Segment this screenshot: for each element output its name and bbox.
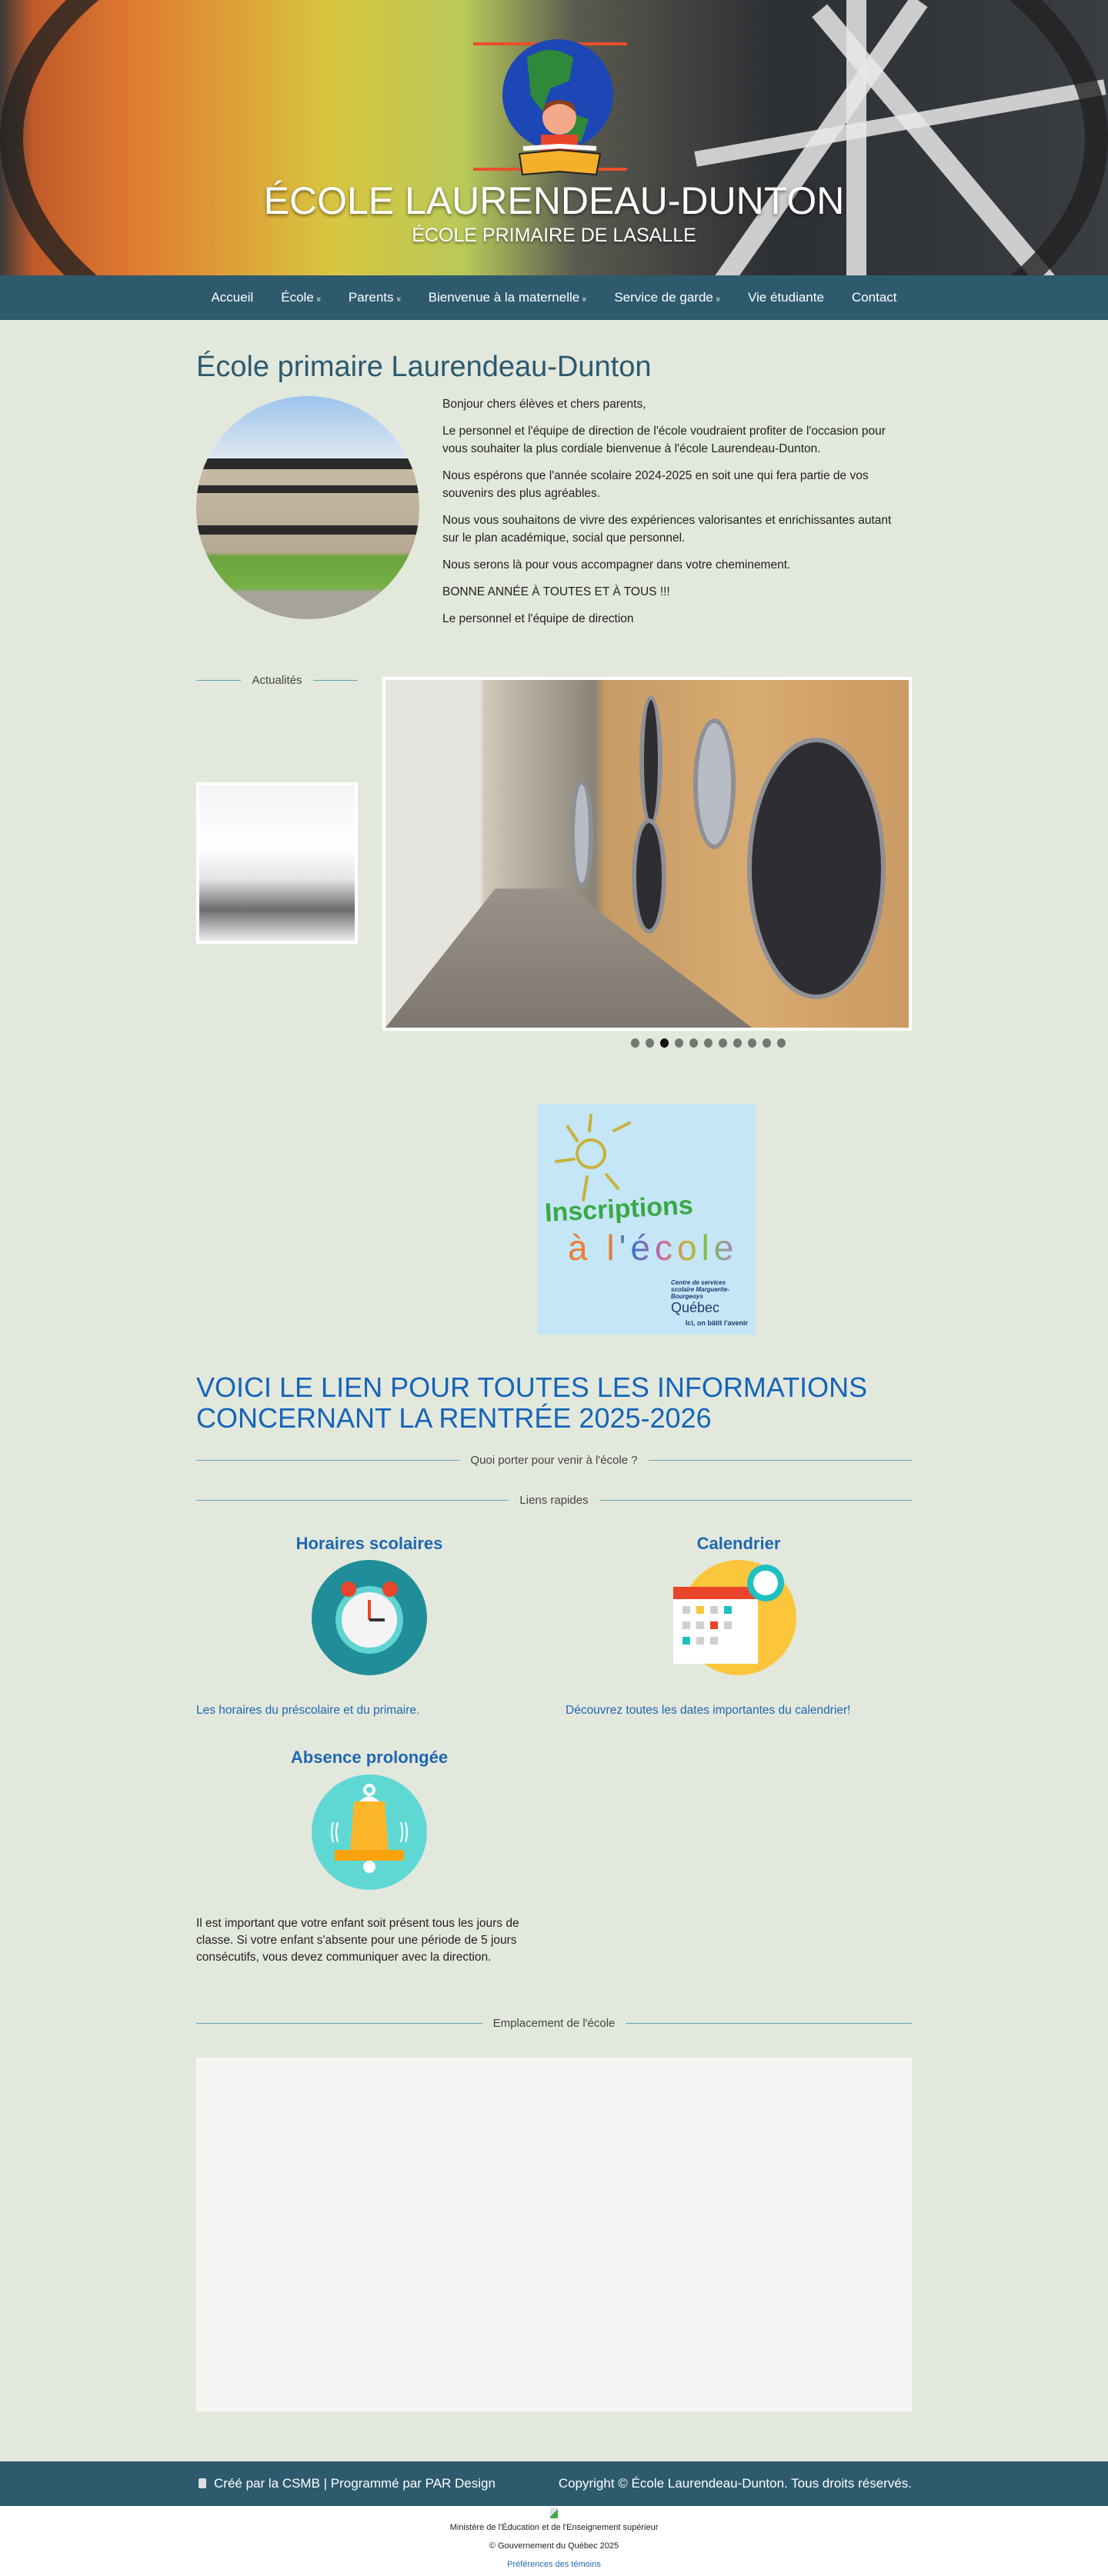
welcome-signature: Le personnel et l'équipe de direction	[442, 612, 634, 625]
nav-item-contact[interactable]	[838, 290, 911, 305]
quick-links-label: Liens rapides	[519, 1494, 589, 1507]
main-nav	[0, 275, 1108, 320]
welcome-paragraph: Bonjour chers élèves et chers parents,	[442, 398, 646, 411]
welcome-message	[442, 395, 904, 637]
lock-icon	[199, 2478, 206, 2488]
slider-dot[interactable]	[733, 1038, 742, 1048]
gov-copyright: © Gouvernement du Québec 2025	[489, 2541, 619, 2551]
credits-text: Créé par la CSMB | Programmé par PAR Design	[214, 2476, 496, 2491]
school-location-map[interactable]	[196, 2058, 912, 2411]
government-footer	[0, 2506, 1108, 2576]
wear-separator[interactable]	[196, 1454, 912, 1467]
nav-item-service-de-garde[interactable]	[600, 290, 734, 305]
card-title-calendrier[interactable]: Calendrier	[696, 1534, 781, 1553]
hero-banner	[0, 0, 1108, 275]
csmb-logo: Centre de services scolaire Marguerite-Bourgeoys Québec Ici, on bâtit l'avenir	[671, 1279, 748, 1327]
page-title: École primaire Laurendeau-Dunton	[196, 351, 652, 383]
location-separator	[196, 2017, 912, 2030]
card-link-horaires[interactable]: Les horaires du préscolaire et du primaire.	[196, 1704, 420, 1717]
slider-dot[interactable]	[660, 1038, 669, 1048]
nav-item-parents[interactable]	[335, 290, 415, 305]
footer-bar	[0, 2461, 1108, 2506]
welcome-paragraph: Nous espérons que l'année scolaire 2024-2025 en soit une qui fera partie de vos souvenirs des plus agréables.	[442, 469, 869, 500]
slider-dot[interactable]	[763, 1038, 771, 1048]
nav-label: Bienvenue à la maternelle	[428, 290, 580, 305]
broken-image-icon	[550, 2508, 558, 2518]
chevron-down-icon: »	[713, 296, 723, 302]
card-title-absence[interactable]: Absence prolongée	[290, 1748, 449, 1767]
nav-label: Service de garde	[614, 290, 713, 305]
alarm-clock-icon[interactable]	[312, 1560, 427, 1675]
nav-label: Parents	[348, 290, 394, 305]
site-title: ÉCOLE LAURENDEAU-DUNTON	[263, 179, 845, 222]
inscriptions-subtitle	[568, 1227, 738, 1268]
news-label: Actualités	[252, 674, 302, 687]
slider-dot[interactable]	[689, 1038, 698, 1048]
nav-item-vie-etudiante[interactable]	[734, 290, 838, 305]
chevron-down-icon: »	[579, 296, 589, 302]
footer-copyright: Copyright © École Laurendeau-Dunton. Tous droits réservés.	[558, 2476, 912, 2491]
nav-item-accueil[interactable]	[197, 290, 267, 305]
site-subtitle: ÉCOLE PRIMAIRE DE LASALLE	[412, 225, 696, 246]
welcome-paragraph: Nous serons là pour vous accompagner dans votre cheminement.	[442, 558, 791, 572]
footer-credits	[199, 2476, 496, 2491]
calendar-icon[interactable]	[681, 1560, 796, 1675]
news-separator	[196, 674, 358, 687]
news-thumbnail[interactable]	[196, 782, 358, 944]
slider-pagination	[0, 1038, 1108, 1048]
slider-dot[interactable]	[704, 1038, 713, 1048]
welcome-paragraph: Le personnel et l'équipe de direction de l'école voudraient profiter de l'occasion pour vous souhaiter la plus cordiale bienvenue à l'école Laurendeau-Dunton.	[442, 425, 886, 455]
slider-dot[interactable]	[777, 1038, 786, 1048]
rentree-link-heading[interactable]: VOICI LE LIEN POUR TOUTES LES INFORMATIONS CONCERNANT LA RENTRÉE 2025-2026	[196, 1371, 868, 1434]
nav-label: Accueil	[211, 290, 254, 305]
welcome-paragraph: Nous vous souhaitons de vivre des expériences valorisantes et enrichissantes autant sur le plan académique, social que personnel.	[442, 514, 892, 545]
cookie-preferences-link[interactable]: Préférences des témoins	[507, 2560, 601, 2569]
school-building-photo	[196, 396, 419, 619]
slider-dot[interactable]	[631, 1038, 639, 1048]
school-logo	[473, 27, 635, 181]
slider-dot[interactable]	[748, 1038, 756, 1048]
nav-label: Vie étudiante	[748, 290, 824, 305]
inscriptions-subtitle-text: à l'école	[568, 1228, 739, 1268]
quick-links-separator	[196, 1494, 912, 1507]
nav-item-ecole[interactable]	[267, 290, 335, 305]
absence-text: Il est important que votre enfant soit présent tous les jours de classe. Si votre enfant s'absente pour une période de 5 jours consécutifs, vous devez communiquer avec la direction.	[196, 1917, 519, 1964]
wear-label: Quoi porter pour venir à l'école ?	[470, 1454, 638, 1467]
card-link-calendrier[interactable]: Découvrez toutes les dates importantes du calendrier!	[566, 1704, 851, 1717]
inscriptions-title: Inscriptions	[544, 1190, 694, 1228]
nav-item-maternelle[interactable]	[415, 290, 601, 305]
bell-icon[interactable]	[312, 1775, 427, 1890]
chevron-down-icon: »	[393, 296, 403, 302]
card-title-horaires[interactable]: Horaires scolaires	[295, 1534, 443, 1553]
chevron-down-icon: »	[313, 296, 323, 302]
inscriptions-banner[interactable]	[537, 1104, 756, 1335]
nav-label: Contact	[851, 290, 897, 305]
image-slider[interactable]	[382, 677, 912, 1031]
nav-label: École	[281, 290, 314, 305]
ministry-name: Ministère de l'Éducation et de l'Enseignement supérieur	[449, 2523, 659, 2532]
slider-dot[interactable]	[675, 1038, 683, 1048]
sun-drawing-icon	[552, 1111, 637, 1204]
welcome-paragraph: BONNE ANNÉE À TOUTES ET À TOUS !!!	[442, 585, 670, 598]
location-label: Emplacement de l'école	[492, 2017, 616, 2030]
slider-dot[interactable]	[719, 1038, 727, 1048]
slider-dot[interactable]	[646, 1038, 654, 1048]
